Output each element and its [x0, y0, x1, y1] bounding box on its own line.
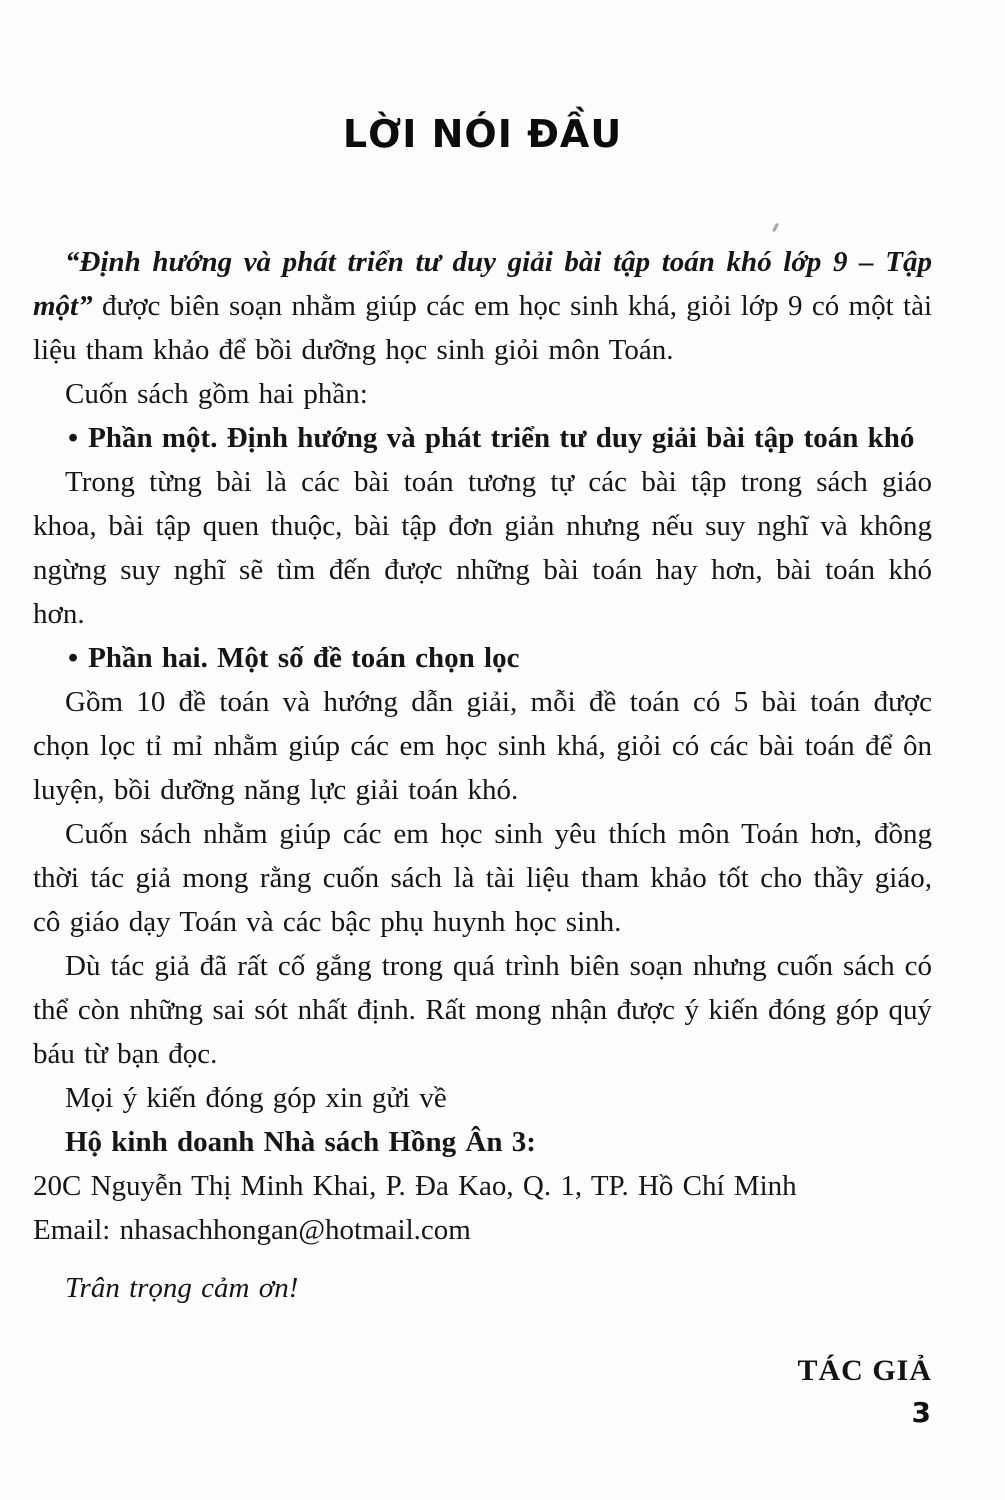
purpose-paragraph: Cuốn sách nhằm giúp các em học sinh yêu thích môn Toán hơn, đồng thời tác giả mong rằng cuốn sách là tài liệu tham khảo tốt cho thầy giáo, cô giáo dạy Toán và các bậc phụ huynh học sinh. [33, 818, 932, 938]
part-two-heading-text: Phần hai. Một số đề toán chọn lọc [88, 642, 520, 674]
page-content [33, 112, 932, 1388]
page-title: LỜI NÓI ĐẦU [342, 112, 623, 156]
bullet-icon: • [68, 642, 79, 674]
errata-paragraph: Dù tác giả đã rất cố gắng trong quá trình biên soạn nhưng cuốn sách có thể còn những sai sót nhất định. Rất mong nhận được ý kiến đóng góp quý báu từ bạn đọc. [33, 950, 932, 1070]
part-one-heading-text: Phần một. Định hướng và phát triển tư duy giải bài tập toán khó [88, 422, 915, 454]
part-two-description: Gồm 10 đề toán và hướng dẫn giải, mỗi đề toán có 5 bài toán được chọn lọc tỉ mỉ nhằm giúp các em học sinh khá, giỏi có các bài toán để ôn luyện, bồi dưỡng năng lực giải toán khó. [33, 686, 932, 806]
page-number: 3 [911, 1396, 931, 1429]
bullet-icon: • [68, 422, 79, 454]
intro-paragraph-text: được biên soạn nhằm giúp các em học sinh khá, giỏi lớp 9 có một tài liệu tham khảo để bồi dưỡng học sinh giỏi môn Toán. [33, 290, 932, 366]
intro-paragraph [33, 240, 932, 372]
publisher-address: 20C Nguyễn Thị Minh Khai, P. Đa Kao, Q. 1, TP. Hồ Chí Minh [33, 1170, 797, 1202]
publisher-name: Hộ kinh doanh Nhà sách Hồng Ân 3: [65, 1126, 536, 1158]
two-parts-line: Cuốn sách gồm hai phần: [65, 378, 368, 410]
closing-thanks: Trân trọng cảm ơn! [65, 1272, 299, 1304]
publisher-email: Email: nhasachhongan@hotmail.com [33, 1214, 471, 1246]
book-title-quote: “Định hướng và phát triển tư duy giải bài tập toán khó lớp 9 – Tập một” [33, 246, 932, 322]
part-two-heading [33, 636, 932, 680]
part-one-description: Trong từng bài là các bài toán tương tự các bài tập trong sách giáo khoa, bài tập quen thuộc, bài tập đơn giản nhưng nếu suy nghĩ và không ngừng suy nghĩ sẽ tìm đến được những bài toán hay hơn, bài toán khó hơn. [33, 466, 932, 630]
feedback-line: Mọi ý kiến đóng góp xin gửi về [65, 1082, 447, 1114]
part-one-heading [33, 416, 932, 460]
author-signature: TÁC GIẢ [797, 1354, 932, 1387]
